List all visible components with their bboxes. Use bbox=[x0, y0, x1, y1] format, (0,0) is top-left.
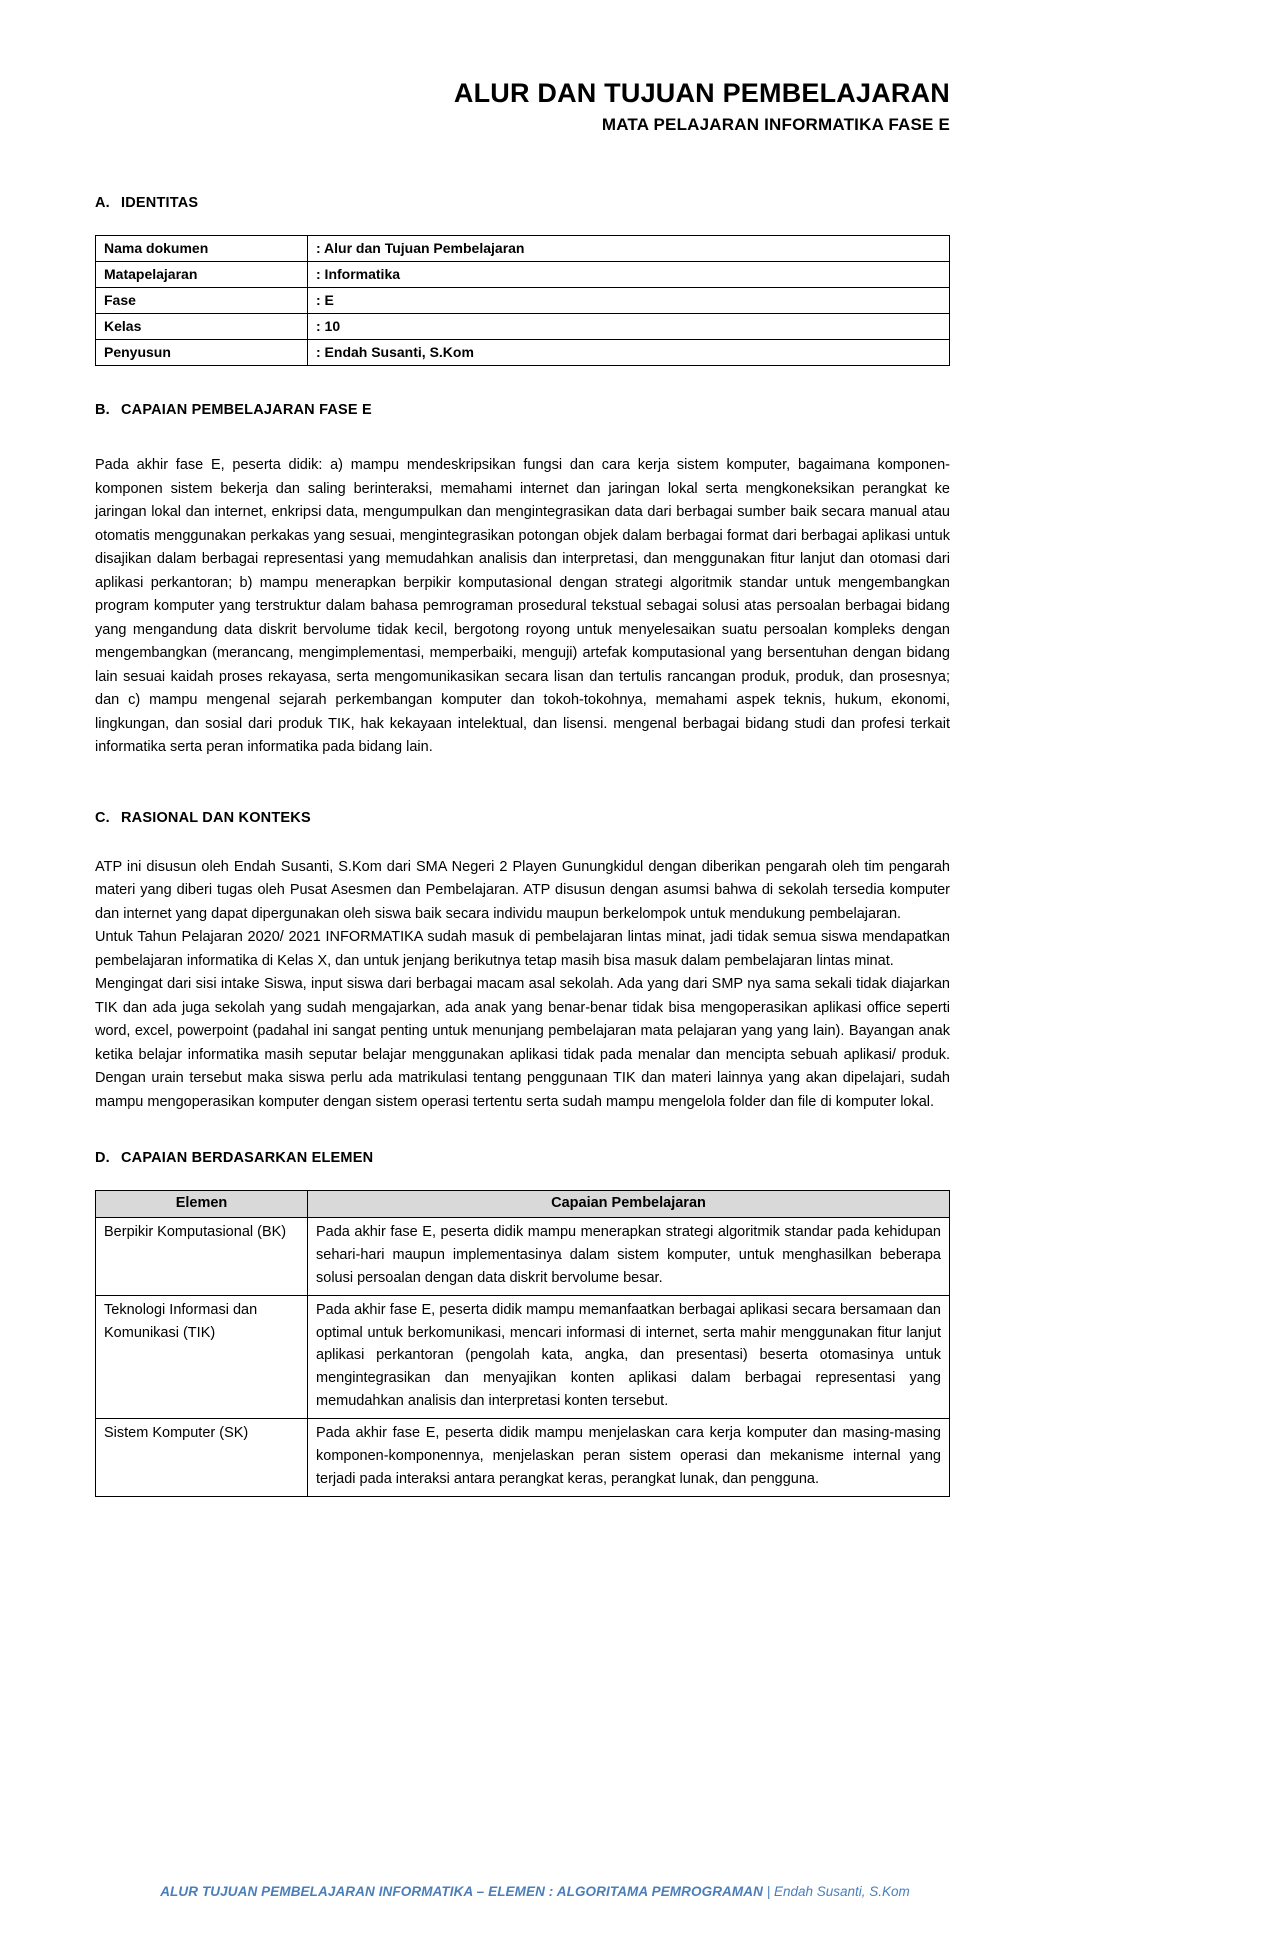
table-row bbox=[96, 1295, 950, 1419]
table-row bbox=[96, 314, 950, 340]
element-capaian: Pada akhir fase E, peserta didik mampu menerapkan strategi algoritmik standar pada kehidupan sehari-hari maupun implementasinya dalam sistem komputer, untuk menghasilkan beberapa solusi persoalan dengan data diskrit bervolume besar. bbox=[308, 1217, 950, 1295]
page-subtitle: MATA PELAJARAN INFORMATIKA FASE E bbox=[601, 115, 950, 135]
identity-key: Penyusun bbox=[96, 340, 308, 366]
paragraph: Mengingat dari sisi intake Siswa, input siswa dari berbagai macam asal sekolah. Ada yang dari SMP nya sama sekali tidak diajarkan TIK dan ada juga sekolah yang sudah mengajarkan, ada anak yang benar-benar tidak bisa mengoperasikan aplikasi office seperti word, excel, powerpoint (padahal ini sangat penting untuk menunjang pembelajaran mata pelajaran yang yang lain). Bayangan anak ketika belajar informatika masih seputar belajar menggunakan aplikasi tidak pada menalar dan mencipta sebuah aplikasi/ produk. Dengan urain tersebut maka siswa perlu ada matrikulasi tentang penggunaan TIK dan materi lainnya yang akan dipelajari, sudah mampu mengoperasikan komputer dengan sistem operasi tertentu serta sudah mampu mengelola folder dan file di komputer lokal. bbox=[95, 976, 950, 1110]
table-row bbox=[96, 288, 950, 314]
element-capaian: Pada akhir fase E, peserta didik mampu memanfaatkan berbagai aplikasi secara bersamaan dan optimal untuk berkomunikasi, mencari informasi di internet, serta mahir menggunakan fitur lanjut aplikasi perkantoran (pengolah kata, angka, dan presentasi) beserta otomasinya untuk mengintegrasikan dan menyajikan konten aplikasi dalam berbagai representasi yang memudahkan analisis dan interpretasi konten tersebut. bbox=[308, 1295, 950, 1419]
table-row bbox=[96, 1419, 950, 1497]
section-heading-rasional-konteks bbox=[95, 810, 950, 826]
footer-title: ALUR TUJUAN PEMBELAJARAN INFORMATIKA – ELEMEN : ALGORITAMA PEMROGRAMAN bbox=[160, 1884, 763, 1899]
identity-key: Kelas bbox=[96, 314, 308, 340]
identity-value: : 10 bbox=[308, 314, 950, 340]
page-footer bbox=[95, 1884, 975, 1899]
section-title-d: CAPAIAN BERDASARKAN ELEMEN bbox=[121, 1150, 374, 1167]
capaian-fase-e-body bbox=[95, 454, 950, 759]
section-heading-capaian-fase-e bbox=[95, 402, 950, 418]
page-title: ALUR DAN TUJUAN PEMBELAJARAN bbox=[453, 78, 950, 108]
identity-value: : Informatika bbox=[308, 262, 950, 288]
identity-key: Matapelajaran bbox=[96, 262, 308, 288]
element-name: Sistem Komputer (SK) bbox=[96, 1419, 308, 1497]
section-title-c: RASIONAL DAN KONTEKS bbox=[121, 809, 311, 826]
section-title-b: CAPAIAN PEMBELAJARAN FASE E bbox=[121, 402, 372, 419]
section-letter-a: A. bbox=[95, 195, 110, 212]
paragraph: Pada akhir fase E, peserta didik: a) mampu mendeskripsikan fungsi dan cara kerja sistem komputer, bagaimana komponen-komponen sistem bekerja dan saling berinteraksi, memahami internet dan jaringan lokal serta mengkoneksikan perangkat ke jaringan lokal dan internet, enkripsi data, mengumpulkan dan mengintegrasikan data dari berbagai sumber baik secara manual atau otomatis menggunakan perkakas yang sesuai, mengintegrasikan potongan objek dalam berbagai format dari berbagai aplikasi untuk disajikan dalam berbagai representasi yang memudahkan analisis dan interpretasi, dan menggunakan fitur lanjut dan otomasi dari aplikasi perkantoran; b) mampu menerapkan berpikir komputasional dengan strategi algoritmik standar untuk mengembangkan program komputer yang terstruktur dalam bahasa pemrograman prosedural tekstual sebagai solusi atas persoalan berbagai bidang yang mengandung data diskrit bervolume tidak kecil, bergotong royong untuk menyelesaikan suatu persoalan kompleks dengan mengembangkan (merancang, mengimplementasi, memperbaiki, menguji) artefak komputasional yang bersentuhan dengan bidang lain sesuai kaidah proses rekayasa, serta mengomunikasikan secara lisan dan tertulis rancangan produk, produk, dan prosesnya; dan c) mampu mengenal sejarah perkembangan komputer dan tokoh-tokohnya, memahami aspek teknis, hukum, ekonomi, lingkungan, dan sosial dari produk TIK, hak kekayaan intelektual, dan lisensi. mengenal berbagai bidang studi dan profesi terkait informatika serta peran informatika pada bidang lain. bbox=[95, 457, 950, 756]
column-header-elemen: Elemen bbox=[96, 1191, 308, 1218]
paragraph: Untuk Tahun Pelajaran 2020/ 2021 INFORMATIKA sudah masuk di pembelajaran lintas minat, jadi tidak semua siswa mendapatkan pembelajaran informatika di Kelas X, dan untuk jenjang berikutnya tetap masih bisa masuk dalam pembelajaran lintas minat. bbox=[95, 929, 950, 969]
identity-value: : Endah Susanti, S.Kom bbox=[308, 340, 950, 366]
identity-key: Fase bbox=[96, 288, 308, 314]
document-header bbox=[95, 0, 950, 135]
table-row bbox=[96, 340, 950, 366]
rasional-konteks-body bbox=[95, 856, 950, 1114]
element-name: Teknologi Informasi dan Komunikasi (TIK) bbox=[96, 1295, 308, 1419]
table-row bbox=[96, 1217, 950, 1295]
footer-separator: | bbox=[762, 1884, 774, 1899]
element-name: Berpikir Komputasional (BK) bbox=[96, 1217, 308, 1295]
section-title-a: IDENTITAS bbox=[121, 195, 199, 212]
document-content bbox=[95, 0, 950, 1497]
section-heading-identitas bbox=[95, 195, 950, 211]
section-letter-d: D. bbox=[95, 1150, 110, 1167]
identity-value: : Alur dan Tujuan Pembelajaran bbox=[308, 236, 950, 262]
section-letter-b: B. bbox=[95, 402, 110, 419]
section-heading-capaian-elemen bbox=[95, 1150, 950, 1166]
paragraph: ATP ini disusun oleh Endah Susanti, S.Kom dari SMA Negeri 2 Playen Gunungkidul dengan diberikan pengarah oleh tim pengarah materi yang diberi tugas oleh Pusat Asesmen dan Pembelajaran. ATP disusun dengan asumsi bahwa di sekolah tersedia komputer dan internet yang dapat dipergunakan oleh siswa baik secara individu maupun berkelompok untuk mendukung pembelajaran. bbox=[95, 858, 950, 922]
column-header-capaian: Capaian Pembelajaran bbox=[308, 1191, 950, 1218]
element-capaian: Pada akhir fase E, peserta didik mampu menjelaskan cara kerja komputer dan masing-masing komponen-komponennya, menjelaskan peran sistem operasi dan mekanisme internal yang terjadi pada interaksi antara perangkat keras, perangkat lunak, dan pengguna. bbox=[308, 1419, 950, 1497]
identity-table bbox=[95, 235, 950, 366]
section-letter-c: C. bbox=[95, 809, 110, 826]
table-row bbox=[96, 262, 950, 288]
table-header-row bbox=[96, 1191, 950, 1218]
footer-author: Endah Susanti, S.Kom bbox=[773, 1884, 910, 1899]
identity-key: Nama dokumen bbox=[96, 236, 308, 262]
element-capaian-table bbox=[95, 1190, 950, 1497]
table-row bbox=[96, 236, 950, 262]
identity-value: : E bbox=[308, 288, 950, 314]
